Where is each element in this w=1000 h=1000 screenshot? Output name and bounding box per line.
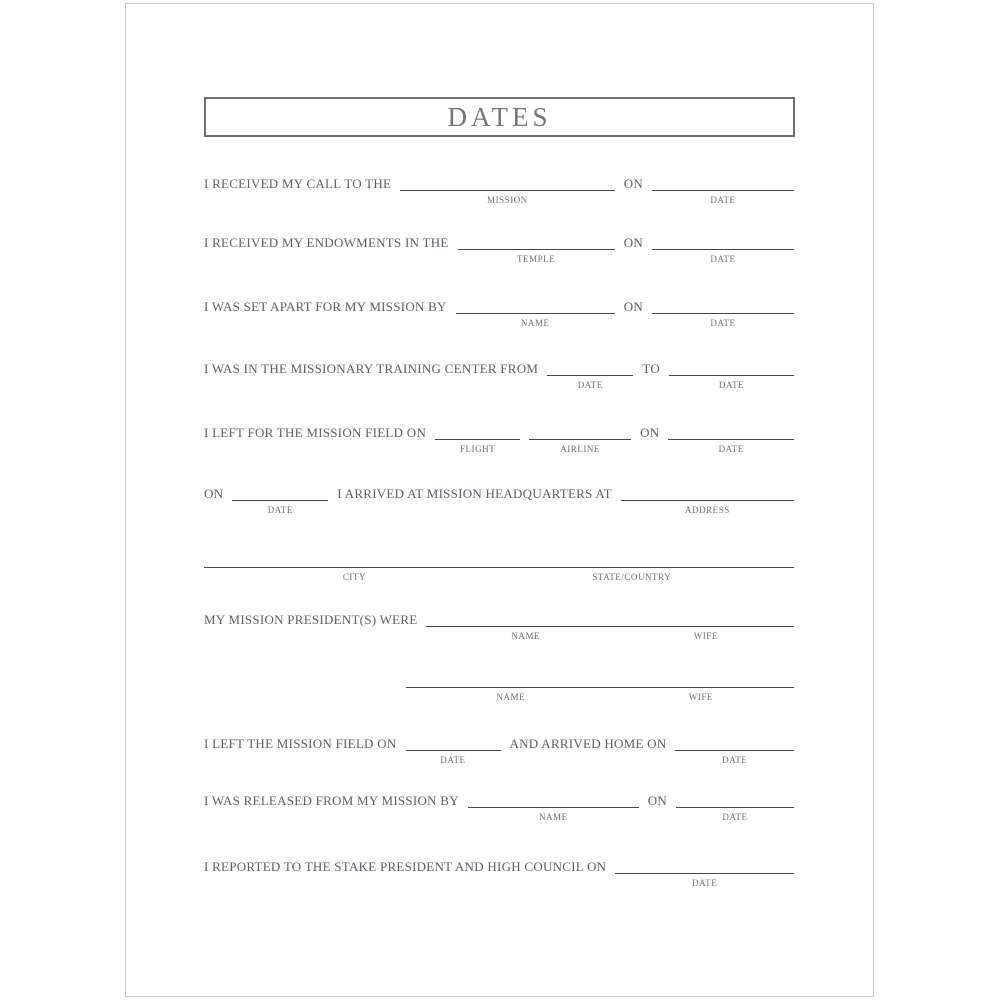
form-row-arrival [204,486,794,515]
form-row-set-apart [204,299,794,328]
form-row-release [204,793,794,822]
caption-wife: WIFE [693,631,718,641]
president2-name-wife-blank[interactable] [406,674,794,702]
caption-date: DATE [722,755,748,765]
city-state-blank[interactable] [204,554,794,582]
form-row-location [204,554,794,582]
prompt-mtc: I WAS IN THE MISSIONARY TRAINING CENTER FROM [204,361,539,376]
caption-name: NAME [496,692,526,702]
left-field-date-blank[interactable] [406,737,501,765]
caption-date: DATE [718,444,744,454]
caption-state-country: STATE/COUNTRY [592,572,672,582]
caption-name: NAME [520,318,550,328]
prompt-left-field: I LEFT THE MISSION FIELD ON [204,736,397,751]
caption-date: DATE [710,195,736,205]
prompt-departure: I LEFT FOR THE MISSION FIELD ON [204,425,427,440]
mtc-from-date-blank[interactable] [547,362,633,390]
connector-on: ON [623,176,643,191]
form-row-presidents-2 [204,674,794,702]
form-row-report [204,859,794,888]
arrived-home-date-blank[interactable] [675,737,794,765]
release-name-blank[interactable] [468,794,639,822]
endowment-date-blank[interactable] [652,236,794,264]
caption-name: NAME [538,812,568,822]
prompt-call: I RECEIVED MY CALL TO THE [204,176,392,191]
departure-date-blank[interactable] [668,426,794,454]
form-row-mtc [204,361,794,390]
set-apart-name-blank[interactable] [456,300,615,328]
caption-address: ADDRESS [685,505,730,515]
connector-on: ON [647,793,667,808]
prompt-arrived-home: AND ARRIVED HOME ON [509,736,667,751]
caption-wife: WIFE [688,692,713,702]
prompt-release: I WAS RELEASED FROM MY MISSION BY [204,793,459,808]
connector-on: ON [623,235,643,250]
indent-spacer [204,674,397,688]
report-date-blank[interactable] [615,860,794,888]
connector-to: TO [642,361,660,376]
prompt-set-apart: I WAS SET APART FOR MY MISSION BY [204,299,447,314]
mission-blank[interactable] [400,177,615,205]
form-row-presidents [204,612,794,641]
prompt-on: ON [204,486,224,501]
connector-on: ON [623,299,643,314]
form-row-endowments [204,235,794,264]
headquarters-address-blank[interactable] [621,487,794,515]
form-row-call [204,176,794,205]
document-page [125,3,874,997]
caption-date: DATE [718,380,745,390]
arrival-date-blank[interactable] [232,487,328,515]
president-name-wife-blank[interactable] [426,613,794,641]
form-row-homecoming [204,736,794,765]
caption-city: CITY [342,572,367,582]
caption-date: DATE [710,254,736,264]
connector-on: ON [640,425,660,440]
prompt-report: I REPORTED TO THE STAKE PRESIDENT AND HIGH COUNCIL ON [204,859,607,874]
temple-blank[interactable] [458,236,615,264]
call-date-blank[interactable] [652,177,794,205]
mtc-to-date-blank[interactable] [669,362,794,390]
prompt-presidents: MY MISSION PRESIDENT(S) WERE [204,612,418,627]
release-date-blank[interactable] [676,794,794,822]
page-title: DATES [447,101,552,132]
flight-blank[interactable] [435,426,520,454]
caption-mission: MISSION [487,195,528,205]
set-apart-date-blank[interactable] [652,300,794,328]
caption-date: DATE [267,505,293,515]
caption-date: DATE [440,755,466,765]
caption-name: NAME [511,631,541,641]
airline-blank[interactable] [529,426,631,454]
caption-airline: AIRLINE [560,444,600,454]
caption-date: DATE [710,318,736,328]
prompt-arrival: I ARRIVED AT MISSION HEADQUARTERS AT [337,486,612,501]
caption-flight: FLIGHT [459,444,496,454]
caption-date: DATE [692,878,718,888]
page-title-box [204,97,795,137]
prompt-endowments: I RECEIVED MY ENDOWMENTS IN THE [204,235,449,250]
caption-date: DATE [722,812,748,822]
form-row-departure [204,425,794,454]
caption-date: DATE [577,380,603,390]
caption-temple: TEMPLE [517,254,556,264]
